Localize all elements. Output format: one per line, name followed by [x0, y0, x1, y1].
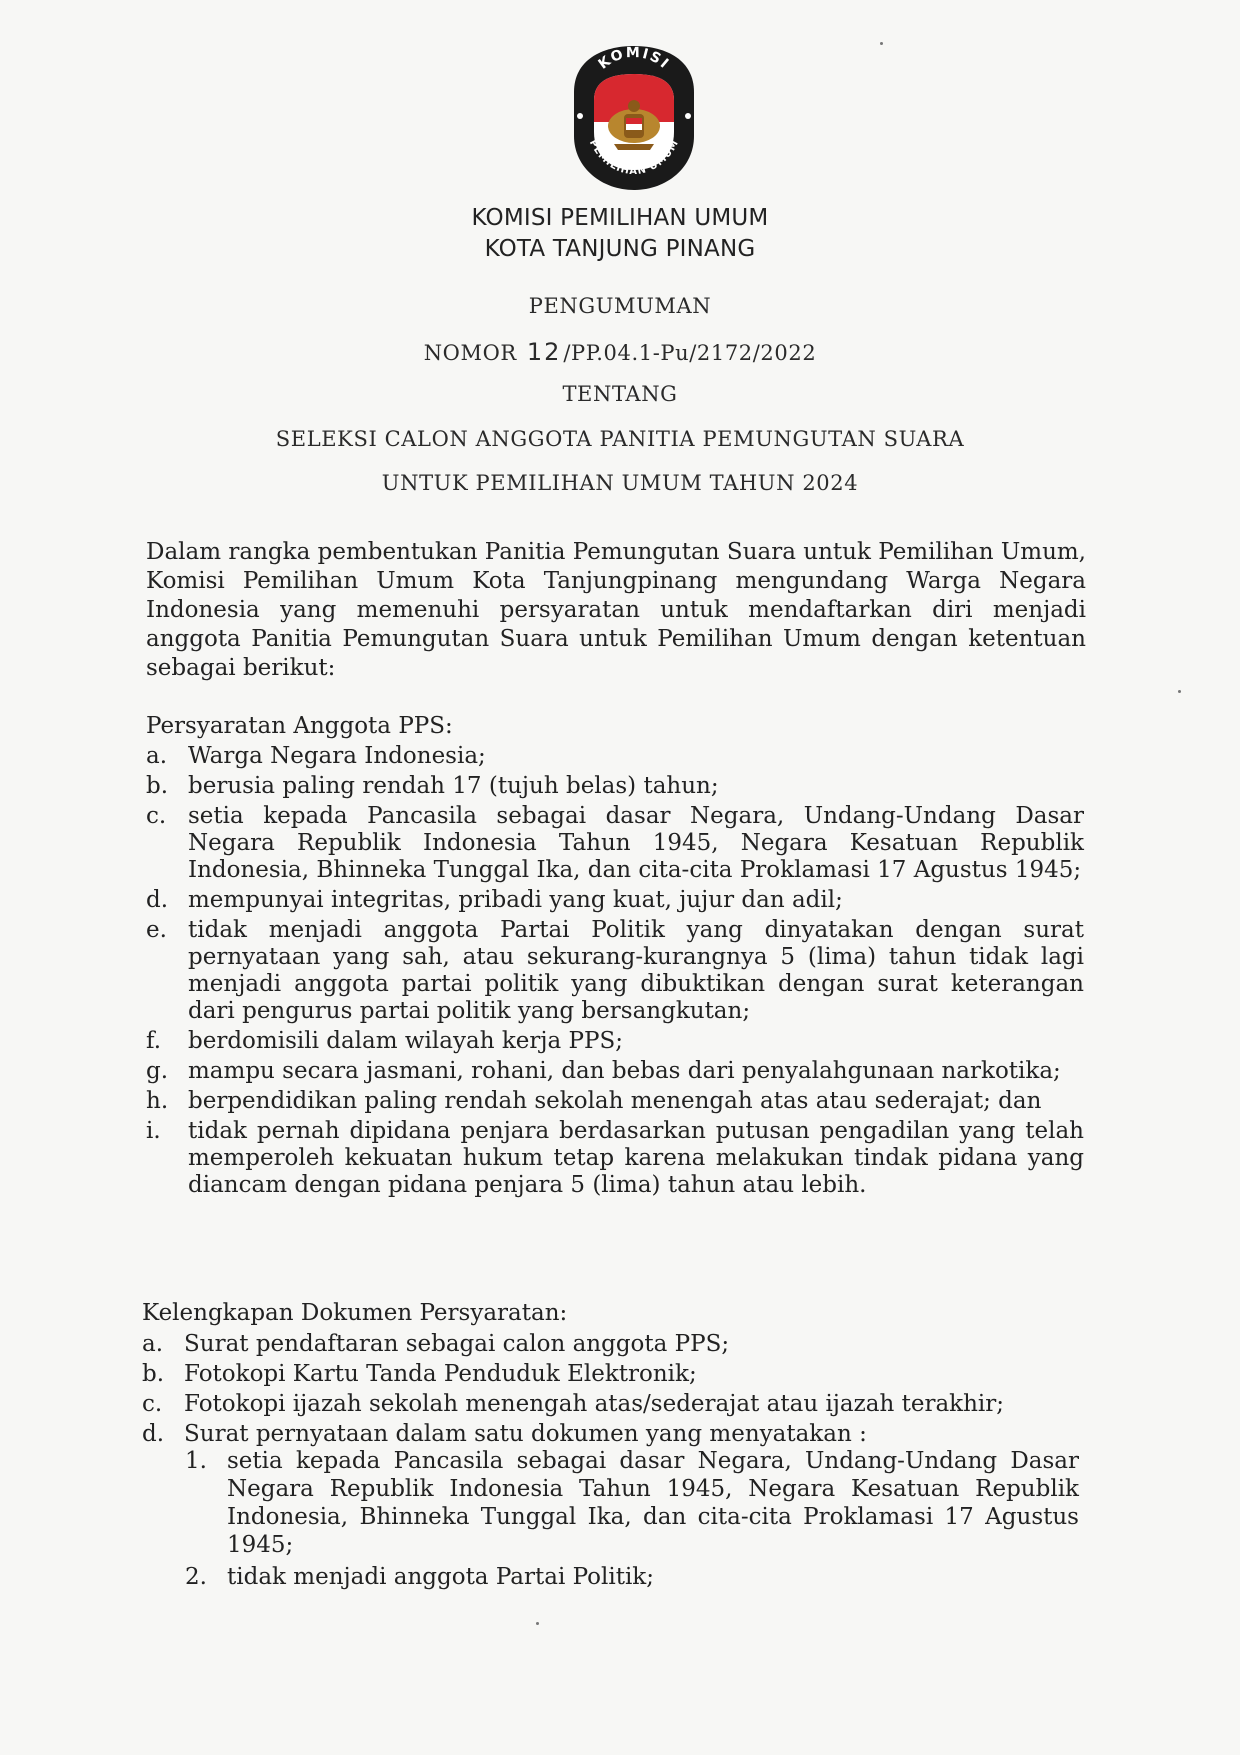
list-item: i. tidak pernah dipidana penjara berdasarkan putusan pengadilan yang telah memperoleh kekuatan hukum tetap karena melakukan tindak pidana yang diancam dengan pidana penjara 5 (lima) tahun atau lebih.: [146, 1118, 1084, 1198]
statement-sublist: [185, 1447, 1079, 1595]
org-name: KOMISI PEMILIHAN UMUM: [471, 205, 769, 231]
documents-heading: Kelengkapan Dokumen Persyaratan:: [142, 1300, 568, 1326]
list-item: e. tidak menjadi anggota Partai Politik yang dinyatakan dengan surat pernyataan yang sah, atau sekurang-kurangnya 5 (lima) tahun tidak lagi menjadi anggota partai politik yang dibuktikan dengan surat keterangan dari pengurus partai politik yang bersangkutan;: [146, 917, 1084, 1024]
list-item: g. mampu secara jasmani, rohani, dan bebas dari penyalahgunaan narkotika;: [146, 1058, 1061, 1084]
nomor-suffix: /PP.04.1-Pu/2172/2022: [563, 341, 817, 365]
document-number: [0, 338, 1240, 366]
list-item: b. Fotokopi Kartu Tanda Penduduk Elektronik;: [142, 1361, 697, 1387]
list-item: a. Warga Negara Indonesia;: [146, 743, 486, 769]
list-item: f. berdomisili dalam wilayah kerja PPS;: [146, 1028, 623, 1054]
list-item: c. Fotokopi ijazah sekolah menengah atas/sederajat atau ijazah terakhir;: [142, 1391, 1005, 1417]
logo-top-text: KOMISI: [595, 45, 673, 73]
subject-line-2: UNTUK PEMILIHAN UMUM TAHUN 2024: [381, 471, 859, 495]
list-item: h. berpendidikan paling rendah sekolah menengah atas atau sederajat; dan: [146, 1088, 1042, 1114]
list-item: 2. tidak menjadi anggota Partai Politik;: [185, 1564, 654, 1590]
tentang-label: TENTANG: [562, 382, 678, 406]
list-item: 1. setia kepada Pancasila sebagai dasar Negara, Undang-Undang Dasar Negara Republik Indonesia Tahun 1945, Negara Kesatuan Republik Indonesia, Bhinneka Tunggal Ika, dan cita-cita Proklamasi 17 Agustus 1945;: [185, 1448, 1079, 1558]
requirements-list: [146, 743, 1084, 1202]
list-item: c. setia kepada Pancasila sebagai dasar Negara, Undang-Undang Dasar Negara Republik Indonesia Tahun 1945, Negara Kesatuan Republik Indonesia, Bhinneka Tunggal Ika, dan cita-cita Proklamasi 17 Agustus 1945;: [146, 803, 1084, 883]
document-title: PENGUMUMAN: [528, 294, 712, 318]
kpu-logo-icon: [570, 44, 698, 192]
list-item: d. mempunyai integritas, pribadi yang kuat, jujur dan adil;: [146, 887, 843, 913]
intro-paragraph: Dalam rangka pembentukan Panitia Pemungutan Suara untuk Pemilihan Umum, Komisi Pemilihan Umum Kota Tanjungpinang mengundang Warga Negara Indonesia yang memenuhi persyaratan untuk mendaftarkan diri menjadi anggota Panitia Pemungutan Suara untuk Pemilihan Umum dengan ketentuan sebagai berikut:: [146, 539, 1086, 681]
subject-line-1: SELEKSI CALON ANGGOTA PANITIA PEMUNGUTAN SUARA: [275, 427, 965, 451]
documents-list: [142, 1330, 1084, 1450]
logo-bottom-text: PEMILIHAN UMUM: [586, 137, 682, 178]
list-item: a. Surat pendaftaran sebagai calon anggota PPS;: [142, 1331, 730, 1357]
nomor-prefix: NOMOR: [423, 341, 517, 365]
list-item: d. Surat pernyataan dalam satu dokumen yang menyatakan :: [142, 1421, 867, 1447]
list-item: b. berusia paling rendah 17 (tujuh belas) tahun;: [146, 773, 719, 799]
requirements-heading: Persyaratan Anggota PPS:: [146, 713, 453, 739]
nomor-handwritten: 12: [526, 338, 562, 366]
org-city: KOTA TANJUNG PINANG: [484, 236, 756, 262]
